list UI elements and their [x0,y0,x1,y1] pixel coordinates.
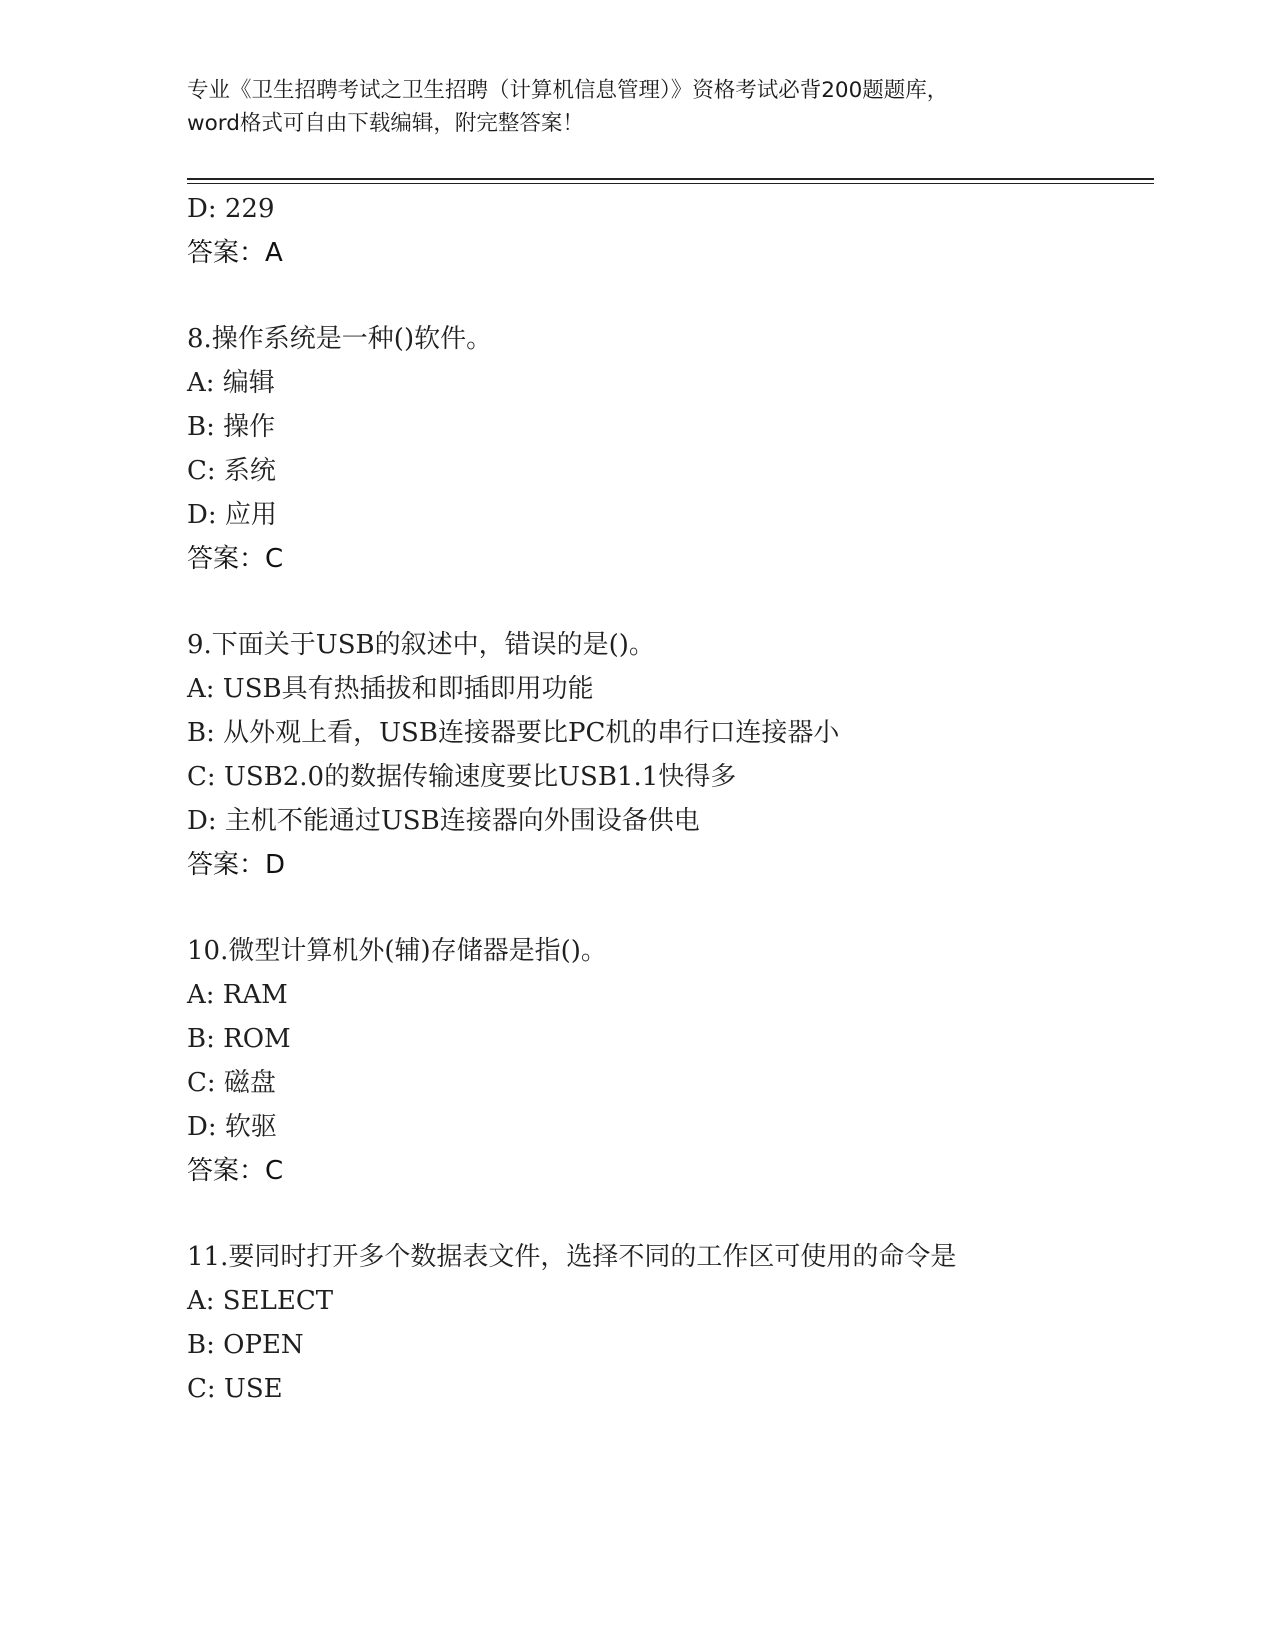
option-a: A: RAM [187,980,288,1010]
header-divider-thick [187,178,1154,180]
prev-answer: 答案：A [187,238,283,268]
header-line-1: 专业《卫生招聘考试之卫生招聘（计算机信息管理）》资格考试必背200题题库， [187,78,949,103]
question-stem: 10.微型计算机外(辅)存储器是指()。 [187,936,607,966]
header-line-2: word格式可自由下载编辑，附完整答案！ [187,111,584,136]
option-d: D: 主机不能通过USB连接器向外围设备供电 [187,806,700,836]
document-header [187,74,1087,140]
option-d: D: 软驱 [187,1112,277,1142]
option-b: B: 操作 [187,412,276,442]
option-b: B: 从外观上看，USB连接器要比PC机的串行口连接器小 [187,718,840,748]
question-stem: 9.下面关于USB的叙述中，错误的是()。 [187,630,655,660]
answer: 答案：C [187,544,284,574]
header-divider-thin [187,183,1154,184]
answer: 答案：D [187,850,286,880]
option-d: D: 应用 [187,500,277,530]
option-c: C: 系统 [187,456,276,486]
option-b: B: OPEN [187,1330,304,1360]
option-c: C: USB2.0的数据传输速度要比USB1.1快得多 [187,762,737,792]
option-c: C: 磁盘 [187,1068,276,1098]
question-stem: 8.操作系统是一种()软件。 [187,324,493,354]
prev-option-d: D: 229 [187,194,275,224]
question-stem: 11.要同时打开多个数据表文件，选择不同的工作区可使用的命令是 [187,1242,957,1272]
option-a: A: USB具有热插拔和即插即用功能 [187,674,594,704]
option-a: A: 编辑 [187,368,275,398]
option-c: C: USE [187,1374,283,1404]
option-b: B: ROM [187,1024,291,1054]
answer: 答案：C [187,1156,284,1186]
option-a: A: SELECT [187,1286,334,1316]
